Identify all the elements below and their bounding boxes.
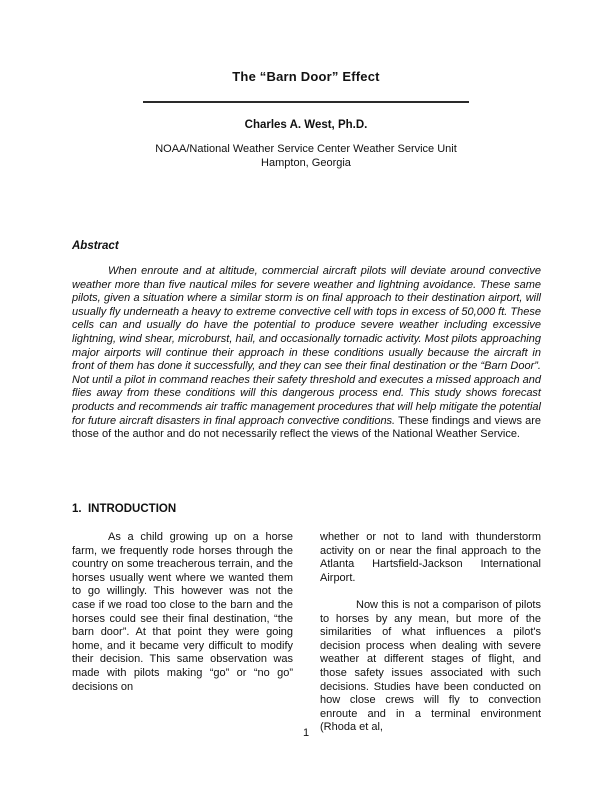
page-number: 1 bbox=[302, 727, 310, 739]
intro-paragraph-1: As a child growing up on a horse farm, we frequently rode horses through the country on some treacherous terrain, and the horses usually went where we wanted them to go willingly. This however was not the case if we road too close to the barn and the horses could see their final destination, “the barn door”. At that point they were going home, and it became very difficult to modify their decision. This same observation was made with pilots making “go” or “no go” decisions on bbox=[72, 531, 293, 693]
introduction-heading: 1. INTRODUCTION bbox=[72, 503, 177, 515]
intro-paragraph-1-continued: whether or not to land with thunderstorm activity on or near the final approach to the Atlanta Hartsfield-Jackson International Airport. bbox=[320, 531, 541, 584]
abstract-paragraph bbox=[72, 265, 541, 442]
intro-left-column bbox=[72, 531, 293, 735]
affiliation-location: Hampton, Georgia bbox=[261, 156, 351, 169]
introduction-columns bbox=[72, 531, 541, 735]
title-divider-line bbox=[143, 101, 469, 103]
abstract-text-italic: When enroute and at altitude, commercial aircraft pilots will deviate around convective weather more than five nautical miles for severe weather and lightning avoidance. These same pilots, given a situation where a similar storm is on final approach to their destination airport, will usually fly underneath a heavy to extreme convective cell with tops in excess of 50,000 ft. These cells can and usually do have the potential to produce severe weather including excessive lightning, wind shear, microburst, hail, and occasionally tornadic activity. Most pilots approaching major airports will continue their approach in these conditions usually because the aircraft in front of them has done it successfully, and they can see their final destination or the “Barn Door”. Not until a pilot in command reaches their safety threshold and executes a missed approach and flies away from these conditions will this dangerous process end. This study shows forecast products and recommends air traffic management procedures that will help mitigate the potential for future aircraft disasters in final approach convective conditions. bbox=[72, 265, 541, 427]
affiliation-block bbox=[0, 143, 612, 170]
abstract-section bbox=[72, 265, 541, 442]
intro-paragraph-2: Now this is not a comparison of pilots to horses by any mean, but more of the similarities of what influences a pilot's decision process when dealing with severe weather at different stages of flight, and those safety issues associated with such decisions. Studies have been conducted on how close crews will fly to convection enroute and in a terminal environment (Rhoda et al, bbox=[320, 598, 541, 734]
abstract-text-regular: These findings and views are those of the author and do not necessarily reflect the views of the National Weather Service. bbox=[72, 414, 542, 441]
abstract-heading: Abstract bbox=[72, 240, 119, 252]
document-title: The “Barn Door” Effect bbox=[232, 69, 380, 84]
affiliation-organization: NOAA/National Weather Service Center Weather Service Unit bbox=[155, 143, 457, 155]
author-name: Charles A. West, Ph.D. bbox=[244, 119, 368, 131]
intro-right-column bbox=[320, 531, 541, 735]
